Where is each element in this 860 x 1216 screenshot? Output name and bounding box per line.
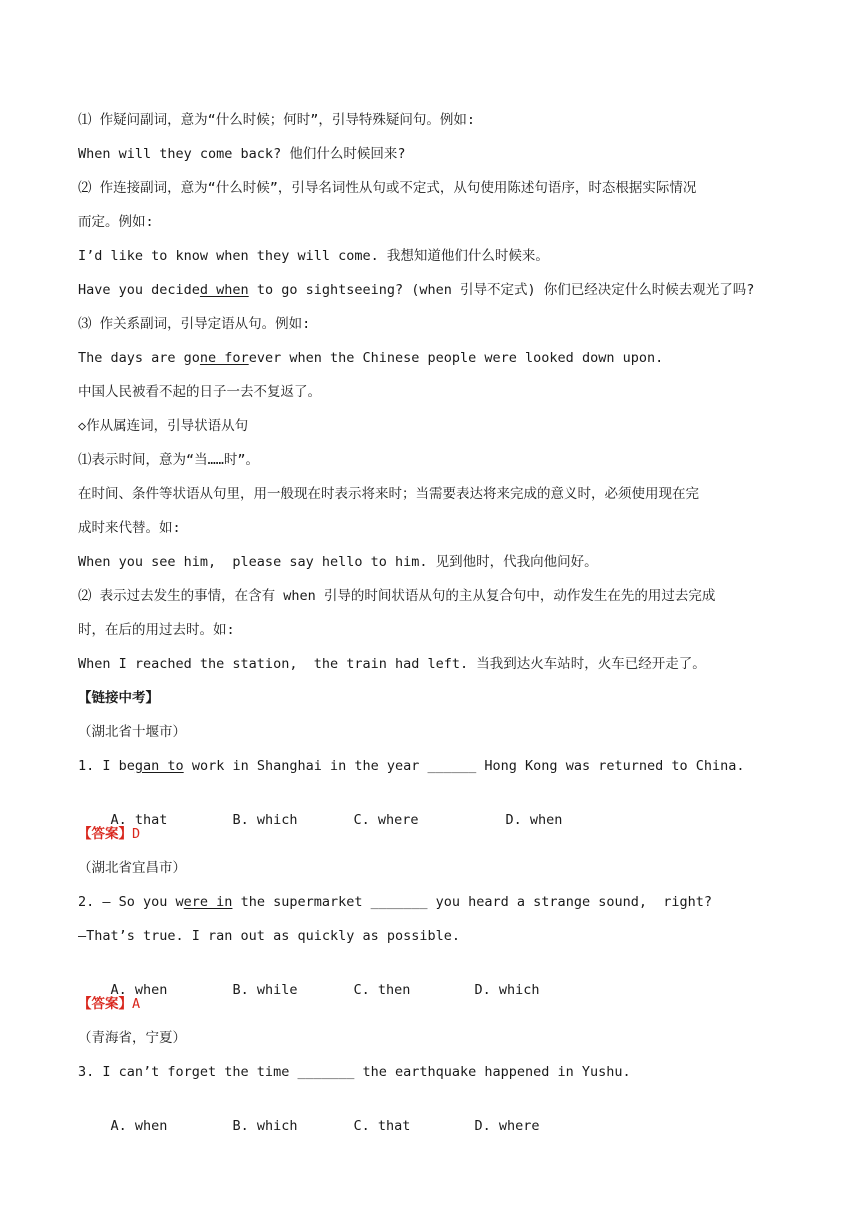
option-b[interactable]: B. which — [232, 812, 298, 828]
usage-2-heading-cont: 而定。例如: — [78, 214, 154, 230]
question-options — [78, 960, 540, 1020]
usage-3-heading: ⑶ 作关系副词，引导定语从句。例如: — [78, 316, 311, 332]
question-options — [78, 1096, 540, 1156]
usage-2-heading: ⑵ 作连接副词，意为“什么时候”，引导名词性从句或不定式，从句使用陈述句语序，时态根据实际情况 — [78, 180, 697, 196]
conjunction-heading: ◇作从属连词，引导状语从句 — [78, 418, 249, 434]
option-c[interactable]: C. that — [353, 1118, 411, 1134]
conjunction-1-rule-cont: 成时来代替。如: — [78, 520, 181, 536]
option-a[interactable]: A. when — [110, 982, 168, 998]
question-source: （湖北省十堰市） — [78, 724, 186, 740]
conjunction-2-heading: ⑵ 表示过去发生的事情，在含有 when 引导的时间状语从句的主从复合句中，动作发生在先的用过去完成 — [78, 588, 716, 604]
question-source: （青海省，宁夏） — [78, 1030, 186, 1046]
option-c[interactable]: C. where — [353, 812, 419, 828]
usage-2-example-1: I’d like to know when they will come. 我想知道他们什么时候来。 — [78, 248, 549, 264]
question-stem: 3. I can’t forget the time _______ the earthquake happened in Yushu. — [78, 1064, 631, 1080]
option-c[interactable]: C. then — [353, 982, 411, 998]
usage-3-example: The days are gone forever when the Chinese people were looked down upon. — [78, 350, 664, 366]
conjunction-1-heading: ⑴表示时间，意为“当……时”。 — [78, 452, 260, 468]
question-stem: 2. — So you were in the supermarket _______ you heard a strange sound, right? — [78, 894, 712, 910]
usage-3-example-cn: 中国人民被看不起的日子一去不复返了。 — [78, 384, 321, 400]
conjunction-2-heading-cont: 时，在后的用过去时。如: — [78, 622, 235, 638]
question-stem-reply: —That’s true. I ran out as quickly as possible. — [78, 928, 461, 944]
option-d[interactable]: D. where — [474, 1118, 540, 1134]
usage-1-example: When will they come back? 他们什么时候回来? — [78, 146, 406, 162]
section-title: 【链接中考】 — [78, 690, 159, 706]
option-a[interactable]: A. that — [110, 812, 168, 828]
conjunction-1-example: When you see him, please say hello to him. 见到他时，代我向他问好。 — [78, 554, 598, 570]
answer-line: 【答案】A — [78, 996, 141, 1012]
question-source: （湖北省宜昌市） — [78, 860, 186, 876]
question-stem: 1. I began to work in Shanghai in the year ______ Hong Kong was returned to China. — [78, 758, 745, 774]
conjunction-1-rule: 在时间、条件等状语从句里，用一般现在时表示将来时；当需要表达将来完成的意义时，必须使用现在完 — [78, 486, 699, 502]
option-a[interactable]: A. when — [110, 1118, 168, 1134]
answer-line: 【答案】D — [78, 826, 141, 842]
option-d[interactable]: D. which — [474, 982, 540, 998]
usage-1-heading: ⑴ 作疑问副词，意为“什么时候；何时”，引导特殊疑问句。例如: — [78, 112, 476, 128]
option-b[interactable]: B. while — [232, 982, 298, 998]
option-d[interactable]: D. when — [505, 812, 563, 828]
usage-2-example-2: Have you decided when to go sightseeing? (when 引导不定式) 你们已经决定什么时候去观光了吗? — [78, 282, 755, 298]
option-b[interactable]: B. which — [232, 1118, 298, 1134]
question-options — [78, 790, 562, 850]
conjunction-2-example: When I reached the station, the train had left. 当我到达火车站时，火车已经开走了。 — [78, 656, 706, 672]
